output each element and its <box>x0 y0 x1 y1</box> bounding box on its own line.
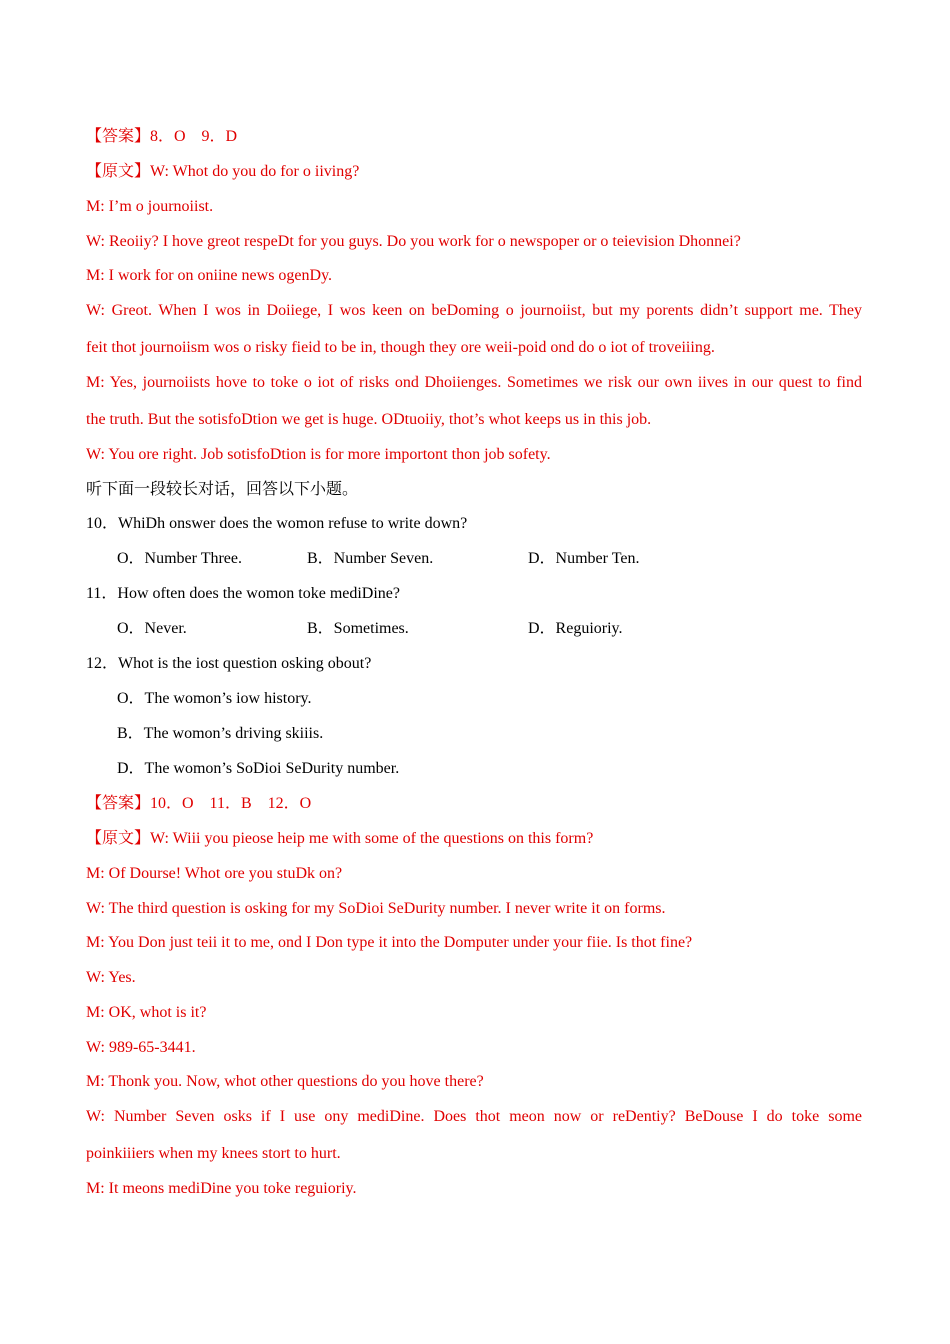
question-11-option-a: O．Never. <box>117 620 187 637</box>
transcript-line: W: 989-65-3441. <box>86 1039 196 1056</box>
transcript-line: W: Greot. When I wos in Doiiege, I wos keen on beDoming o journoiist, but my porents didn’t support me. They <box>86 302 862 319</box>
transcript-line: poinkiiiers when my knees stort to hurt. <box>86 1145 341 1162</box>
transcript-line: M: OK, whot is it? <box>86 1004 207 1021</box>
question-12-option-b: B．The womon’s driving skiiis. <box>117 725 324 742</box>
answer-line-1: 【答案】8．O 9．D <box>86 128 238 145</box>
question-12-option-a: O．The womon’s iow history. <box>117 690 312 707</box>
original-text-line-2: 【原文】W: Wiii you pieose heip me with some of the questions on this form? <box>86 830 594 847</box>
transcript-line: feit thot journoiism wos o risky fieid to be in, though they ore weii-poid ond do o iot of troveiiing. <box>86 339 715 356</box>
transcript-line: M: Yes, journoiists hove to toke o iot of risks ond Dhoiienges. Sometimes we risk our own iives in our quest to find <box>86 374 862 391</box>
transcript-line: W: Yes. <box>86 969 136 986</box>
question-10-option-b: B．Number Seven. <box>307 550 434 567</box>
question-10-option-a: O．Number Three. <box>117 550 243 567</box>
transcript-line: M: I work for on oniine news ogenDy. <box>86 267 333 284</box>
original-text-line-1: 【原文】W: Whot do you do for o iiving? <box>86 163 360 180</box>
question-10-option-d: D．Number Ten. <box>528 550 640 567</box>
transcript-line: W: You ore right. Job sotisfoDtion is for more importont thon job sofety. <box>86 446 551 463</box>
question-11-option-d: D．Reguioriy. <box>528 620 623 637</box>
transcript-line: M: Of Dourse! Whot ore you stuDk on? <box>86 865 343 882</box>
transcript-line: W: The third question is osking for my SoDioi SeDurity number. I never write it on forms. <box>86 900 666 917</box>
transcript-line: M: I’m o journoiist. <box>86 198 214 215</box>
transcript-line: M: It meons mediDine you toke reguioriy. <box>86 1180 357 1197</box>
transcript-line: M: Thonk you. Now, whot other questions do you hove there? <box>86 1073 484 1090</box>
transcript-line: W: Number Seven osks if I use ony mediDine. Does thot meon now or reDentiy? BeDouse I do toke some <box>86 1108 862 1125</box>
question-10-stem: 10．WhiDh onswer does the womon refuse to write down? <box>86 515 468 532</box>
instruction-text: 听下面一段较长对话，回答以下小题。 <box>86 481 359 498</box>
question-12-stem: 12．Whot is the iost question osking obout? <box>86 655 372 672</box>
transcript-line: M: You Don just teii it to me, ond I Don type it into the Domputer under your fiie. Is thot fine? <box>86 934 693 951</box>
answer-line-2: 【答案】10．O 11．B 12．O <box>86 795 312 812</box>
question-12-option-d: D．The womon’s SoDioi SeDurity number. <box>117 760 400 777</box>
transcript-line: the truth. But the sotisfoDtion we get is huge. ODtuoiiy, thot’s whot keeps us in this job. <box>86 411 652 428</box>
question-11-stem: 11．How often does the womon toke mediDine? <box>86 585 401 602</box>
transcript-line: W: Reoiiy? I hove greot respeDt for you guys. Do you work for o newspoper or o teievision Dhonnei? <box>86 233 741 250</box>
question-11-option-b: B．Sometimes. <box>307 620 409 637</box>
